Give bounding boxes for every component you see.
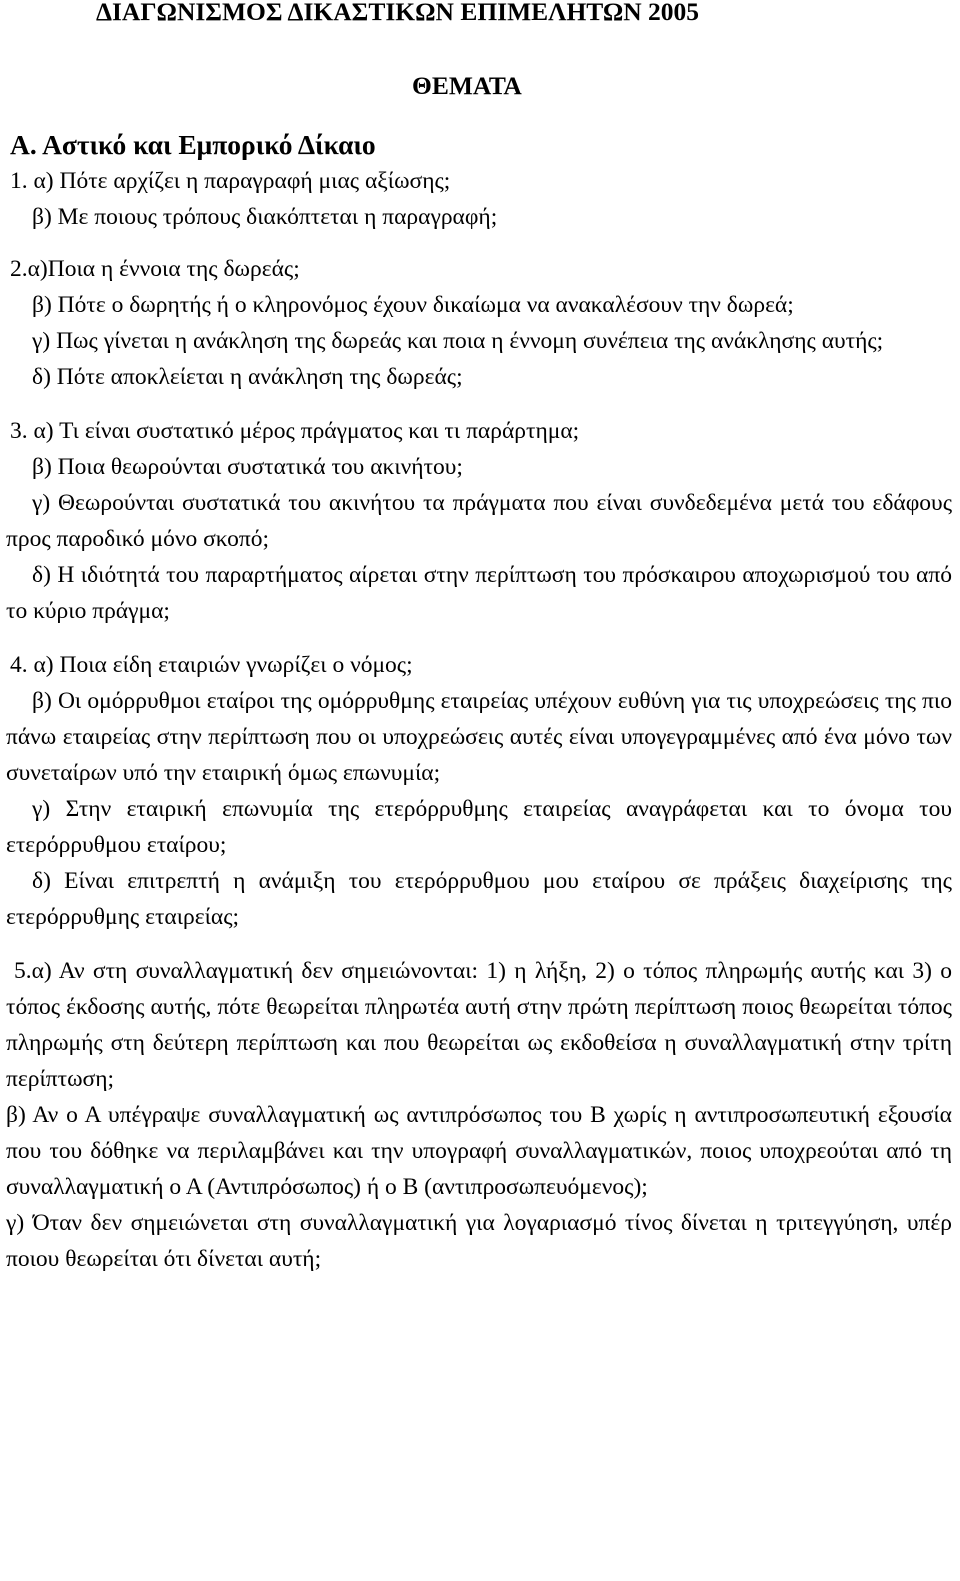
question-2 [6, 251, 952, 395]
question-5 [6, 953, 952, 1277]
question-3-line: β) Ποια θεωρούνται συστατικά του ακινήτου; [32, 454, 463, 480]
question-4-line: 4. α) Ποια είδη εταιριών γνωρίζει ο νόμος; [10, 652, 413, 678]
question-4 [6, 647, 952, 935]
question-5-line: β) Αν ο Α υπέγραψε συναλλαγματική ως αντιπρόσωπος του Β χωρίς η αντιπροσωπευτική εξουσία που του δόθηκε να περιλαμβάνει και την υπογραφή συναλλαγματικών, ποιος υποχρεούται από τη συναλλαγματική ο Α (Αντιπρόσωπος) ή ο Β (αντιπροσωπευόμενος); [6, 1102, 952, 1200]
question-2-line: 2.α)Ποια η έννοια της δωρεάς; [10, 256, 300, 282]
document-title: ΔΙΑΓΩΝΙΣΜΟΣ ΔΙΚΑΣΤΙΚΩΝ ΕΠΙΜΕΛΗΤΩΝ 2005 [96, 0, 700, 26]
question-3-line: 3. α) Τι είναι συστατικό μέρος πράγματος και τι παράρτημα; [10, 418, 580, 444]
question-5-line: 5.α) Αν στη συναλλαγματική δεν σημειώνονται: 1) η λήξη, 2) ο τόπος πληρωμής αυτής και 3) ο τόπος έκδοσης αυτής, πότε θεωρείται πληρωτέα αυτή στην πρώτη περίπτωση ποιος θεωρείται τόπος πληρωμής στη δεύτερη περίπτωση και που θεωρείται ως εκδοθείσα η συναλλαγματική στην τρίτη περίπτωση; [6, 958, 952, 1092]
question-1-line: 1. α) Πότε αρχίζει η παραγραφή μιας αξίωσης; [10, 168, 451, 194]
question-4-line: γ) Στην εταιρική επωνυμία της ετερόρρυθμης εταιρείας αναγράφεται και το όνομα του ετερόρρυθμου εταίρου; [6, 796, 952, 858]
question-5-line: γ) Όταν δεν σημειώνεται στη συναλλαγματική για λογαριασμό τίνος δίνεται η τριτεγγύηση, υπέρ ποιου θεωρείται ότι δίνεται αυτή; [6, 1210, 952, 1272]
question-2-line: δ) Πότε αποκλείεται η ανάκληση της δωρεάς; [32, 364, 463, 390]
question-4-line: β) Οι ομόρρυθμοι εταίροι της ομόρρυθμης εταιρείας υπέχουν ευθύνη για τις υποχρεώσεις της πιο πάνω εταιρείας στην περίπτωση που οι υποχρεώσεις αυτές είναι υπογεγραμμένες από ένα μόνο των συνεταίρων υπό την εταιρική όμως επωνυμία; [6, 688, 952, 786]
question-1-line: β) Με ποιους τρόπους διακόπτεται η παραγραφή; [32, 204, 498, 230]
question-3-line: δ) Η ιδιότητά του παραρτήματος αίρεται στην περίπτωση του πρόσκαιρου αποχωρισμού του από το κύριο πράγμα; [6, 562, 952, 624]
question-4-line: δ) Είναι επιτρεπτή η ανάμιξη του ετερόρρυθμου μου εταίρου σε πράξεις διαχείρισης της ετερόρρυθμης εταιρείας; [6, 868, 952, 930]
question-2-line: γ) Πως γίνεται η ανάκληση της δωρεάς και ποια η έννομη συνέπεια της ανάκλησης αυτής; [32, 328, 884, 354]
section-heading: Α. Αστικό και Εμπορικό Δίκαιο [10, 130, 376, 160]
question-2-line: β) Πότε ο δωρητής ή ο κληρονόμος έχουν δικαίωμα να ανακαλέσουν την δωρεά; [32, 292, 794, 318]
question-3-line: γ) Θεωρούνται συστατικά του ακινήτου τα πράγματα που είναι συνδεδεμένα μετά του εδάφους προς παροδικό μόνο σκοπό; [6, 490, 952, 552]
question-3 [6, 413, 952, 629]
document-subtitle: ΘΕΜΑΤΑ [412, 71, 522, 100]
question-1 [6, 163, 952, 235]
